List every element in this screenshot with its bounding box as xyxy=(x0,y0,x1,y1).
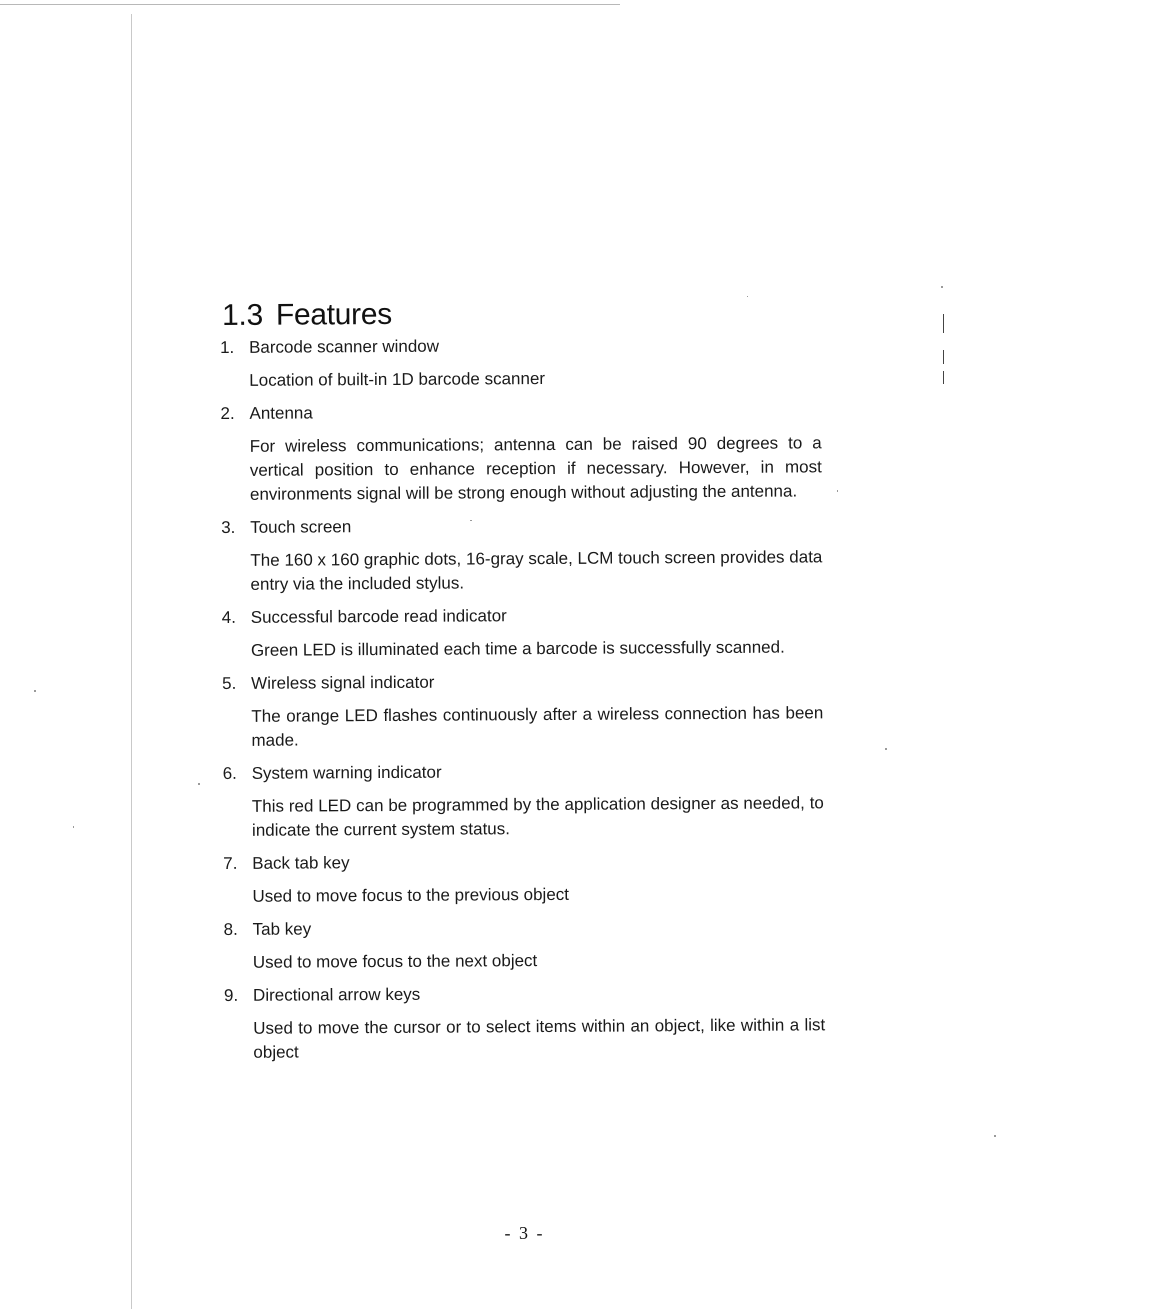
item-number: 5. xyxy=(222,673,237,693)
scan-speck xyxy=(198,783,200,785)
item-description: Green LED is illuminated each time a barcode is successfully scanned. xyxy=(250,637,785,660)
item-description: Location of built-in 1D barcode scanner xyxy=(249,369,546,390)
scan-speck xyxy=(994,1135,996,1137)
section-title: Features xyxy=(275,297,393,332)
item-description: For wireless communications; antenna can be raised 90 degrees to a vertical position to enhance reception if necessary. However, in most environments signal will be strong enough without adjusting the antenna. xyxy=(249,433,822,504)
feature-item-warning-indicator xyxy=(223,759,843,843)
item-description: The 160 x 160 graphic dots, 16-gray scale, LCM touch screen provides data entry via the included stylus. xyxy=(250,547,823,594)
margin-tick-mark xyxy=(943,314,944,333)
item-title: System warning indicator xyxy=(251,762,442,783)
margin-tick-mark xyxy=(943,350,944,364)
feature-list xyxy=(220,333,844,1075)
feature-item-barcode-scanner-window xyxy=(220,333,840,393)
item-number: 1. xyxy=(220,337,235,357)
item-description: Used to move focus to the previous object xyxy=(252,884,570,906)
item-title: Barcode scanner window xyxy=(249,336,440,357)
item-description: The orange LED flashes continuously after a wireless connection has been made. xyxy=(251,703,824,750)
item-number: 9. xyxy=(223,985,239,1005)
feature-item-antenna xyxy=(220,399,841,507)
scan-speck xyxy=(747,296,748,297)
item-number: 7. xyxy=(223,853,238,873)
item-number: 6. xyxy=(222,763,237,783)
feature-item-wireless-indicator xyxy=(222,669,842,753)
feature-item-read-indicator xyxy=(222,603,842,663)
section-heading xyxy=(222,298,392,333)
item-title: Directional arrow keys xyxy=(252,984,421,1005)
feature-item-arrow-keys xyxy=(224,981,844,1065)
item-title: Touch screen xyxy=(250,517,352,537)
scan-margin-line xyxy=(131,14,132,1309)
item-description: Used to move the cursor or to select items within an object, like within a list object xyxy=(253,1015,826,1062)
item-title: Wireless signal indicator xyxy=(251,672,435,693)
margin-tick-mark xyxy=(943,371,944,384)
item-description: This red LED can be programmed by the application designer as needed, to indicate the current system status. xyxy=(251,793,824,840)
feature-item-touch-screen xyxy=(221,513,841,597)
item-number: 3. xyxy=(221,517,236,537)
item-number: 2. xyxy=(220,403,235,423)
item-number: 4. xyxy=(221,607,236,627)
section-number: 1.3 xyxy=(222,298,264,332)
scan-speck xyxy=(34,690,36,692)
page-number: - 3 - xyxy=(504,1223,545,1243)
item-title: Successful barcode read indicator xyxy=(250,606,507,627)
scan-speck xyxy=(73,826,74,828)
scan-speck xyxy=(885,748,887,750)
item-title: Tab key xyxy=(252,919,312,939)
item-title: Back tab key xyxy=(252,853,350,873)
scan-speck xyxy=(941,286,943,288)
item-description: Used to move focus to the next object xyxy=(252,951,538,972)
item-number: 8. xyxy=(223,919,238,939)
feature-item-tab-key xyxy=(224,915,844,975)
feature-item-back-tab-key xyxy=(223,849,843,909)
scan-edge-line xyxy=(0,4,620,5)
item-title: Antenna xyxy=(249,403,313,423)
